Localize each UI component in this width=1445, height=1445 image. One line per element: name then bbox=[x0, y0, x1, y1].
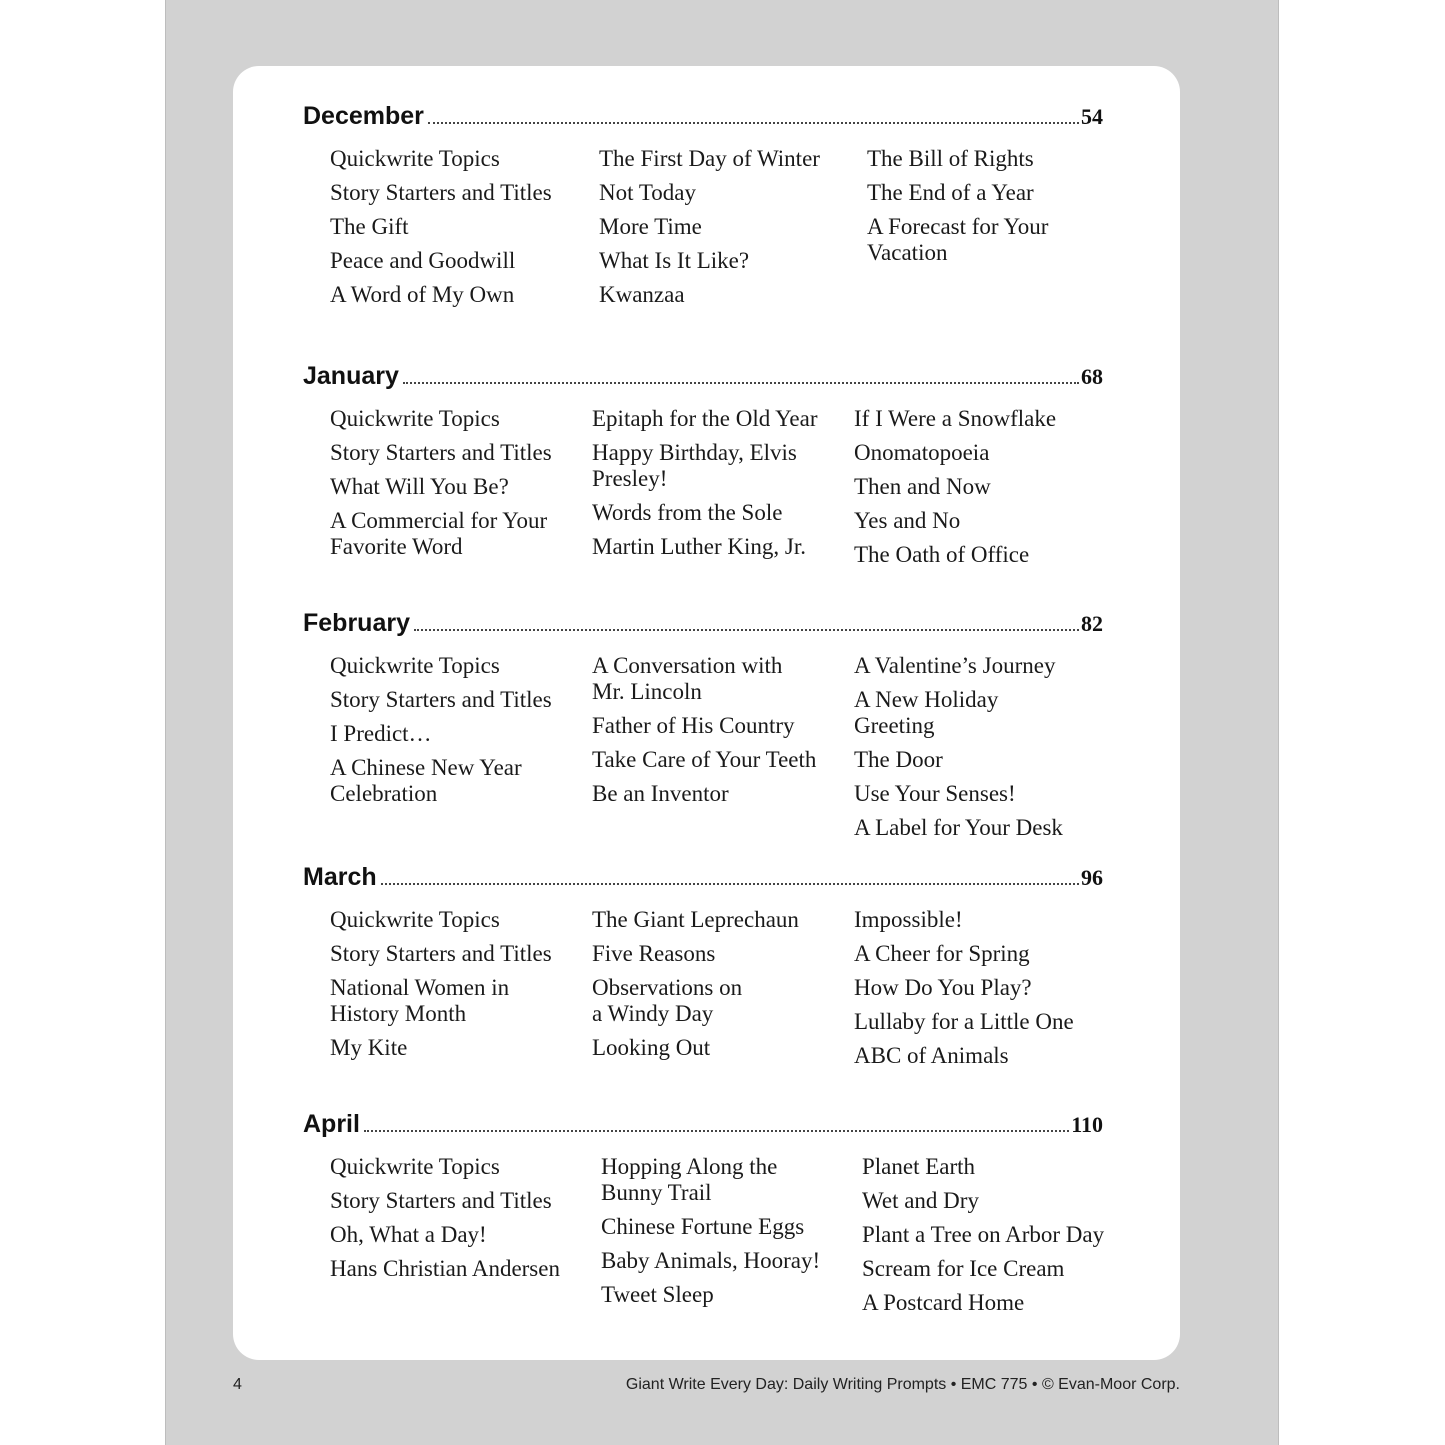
topic-item: A Commercial for Your Favorite Word bbox=[330, 508, 548, 559]
topic-column bbox=[867, 146, 1048, 274]
topic-item: A Chinese New Year Celebration bbox=[330, 755, 522, 806]
topic-item: Then and Now bbox=[854, 474, 991, 499]
topic-column bbox=[862, 1154, 1104, 1324]
toc-section-february bbox=[303, 609, 1103, 840]
toc-section-april bbox=[303, 1110, 1105, 1315]
dot-leader bbox=[364, 1129, 1069, 1132]
topic-item: Wet and Dry bbox=[862, 1188, 979, 1213]
topic-item: Quickwrite Topics bbox=[330, 907, 500, 932]
topic-column bbox=[330, 653, 552, 815]
topic-item: The Gift bbox=[330, 214, 409, 239]
topic-column bbox=[599, 146, 820, 316]
topic-column bbox=[330, 907, 552, 1069]
topic-item: Chinese Fortune Eggs bbox=[601, 1214, 805, 1239]
topic-item: What Will You Be? bbox=[330, 474, 509, 499]
month-title: March bbox=[303, 863, 377, 891]
topic-item: Be an Inventor bbox=[592, 781, 729, 806]
topic-item: The Giant Leprechaun bbox=[592, 907, 799, 932]
topic-item: Hans Christian Andersen bbox=[330, 1256, 560, 1281]
topic-item: Impossible! bbox=[854, 907, 963, 932]
topic-item: Quickwrite Topics bbox=[330, 653, 500, 678]
topic-item: A Conversation with Mr. Lincoln bbox=[592, 653, 783, 704]
topic-item: Yes and No bbox=[854, 508, 961, 533]
topic-column bbox=[601, 1154, 820, 1316]
topic-item: Observations on a Windy Day bbox=[592, 975, 743, 1026]
topic-item: A Forecast for Your Vacation bbox=[867, 214, 1049, 265]
dot-leader bbox=[381, 882, 1079, 885]
topic-item: Kwanzaa bbox=[599, 282, 685, 307]
topic-column bbox=[854, 653, 1063, 849]
section-heading bbox=[303, 102, 1103, 136]
topic-item: Story Starters and Titles bbox=[330, 687, 552, 712]
topic-column bbox=[330, 146, 552, 316]
page-ref: 54 bbox=[1081, 104, 1103, 129]
topic-item: More Time bbox=[599, 214, 702, 239]
topic-column bbox=[592, 907, 799, 1069]
section-heading bbox=[303, 1110, 1103, 1144]
topic-item: The First Day of Winter bbox=[599, 146, 820, 171]
topic-item: A Label for Your Desk bbox=[854, 815, 1063, 840]
topic-column bbox=[854, 406, 1056, 576]
topic-item: National Women in History Month bbox=[330, 975, 510, 1026]
topic-item: A Word of My Own bbox=[330, 282, 515, 307]
topic-item: The Door bbox=[854, 747, 943, 772]
dot-leader bbox=[414, 628, 1079, 631]
toc-section-march bbox=[303, 863, 1103, 1068]
topic-item: Father of His Country bbox=[592, 713, 795, 738]
topic-item: Happy Birthday, Elvis Presley! bbox=[592, 440, 797, 491]
page-ref: 82 bbox=[1081, 611, 1103, 636]
topic-item: A New Holiday Greeting bbox=[854, 687, 999, 738]
topic-item: I Predict… bbox=[330, 721, 432, 746]
month-title: December bbox=[303, 102, 424, 130]
page-ref: 110 bbox=[1071, 1112, 1103, 1137]
topic-item: Baby Animals, Hooray! bbox=[601, 1248, 821, 1273]
topic-item: Scream for Ice Cream bbox=[862, 1256, 1065, 1281]
topic-item: Onomatopoeia bbox=[854, 440, 990, 465]
topic-item: Story Starters and Titles bbox=[330, 180, 552, 205]
topic-item: The Oath of Office bbox=[854, 542, 1030, 567]
topic-item: The Bill of Rights bbox=[867, 146, 1034, 171]
dot-leader bbox=[403, 381, 1079, 384]
topic-item: Quickwrite Topics bbox=[330, 146, 500, 171]
topic-item: Words from the Sole bbox=[592, 500, 783, 525]
topic-item: The End of a Year bbox=[867, 180, 1034, 205]
topic-item: Lullaby for a Little One bbox=[854, 1009, 1074, 1034]
topic-item: A Cheer for Spring bbox=[854, 941, 1030, 966]
topic-item: My Kite bbox=[330, 1035, 408, 1060]
page-ref: 68 bbox=[1081, 364, 1103, 389]
topic-item: A Postcard Home bbox=[862, 1290, 1025, 1315]
topic-item: Story Starters and Titles bbox=[330, 941, 552, 966]
footer-credit: Giant Write Every Day: Daily Writing Prompts • EMC 775 • © Evan-Moor Corp. bbox=[625, 1376, 1180, 1393]
topic-item: Martin Luther King, Jr. bbox=[592, 534, 806, 559]
topic-column bbox=[592, 406, 818, 568]
topic-item: Hopping Along the Bunny Trail bbox=[601, 1154, 778, 1205]
topic-column bbox=[854, 907, 1074, 1077]
page-number: 4 bbox=[233, 1376, 242, 1393]
section-heading bbox=[303, 609, 1103, 643]
month-title: February bbox=[303, 609, 410, 637]
topic-column bbox=[330, 406, 552, 568]
topic-item: Not Today bbox=[599, 180, 696, 205]
topic-column bbox=[330, 1154, 560, 1290]
topic-column bbox=[592, 653, 816, 815]
topic-item: Use Your Senses! bbox=[854, 781, 1016, 806]
topic-item: Quickwrite Topics bbox=[330, 406, 500, 431]
topic-item: Oh, What a Day! bbox=[330, 1222, 487, 1247]
contents-card bbox=[233, 66, 1180, 1360]
section-heading bbox=[303, 863, 1103, 897]
topic-item: Epitaph for the Old Year bbox=[592, 406, 818, 431]
topic-item: Planet Earth bbox=[862, 1154, 976, 1179]
topic-item: Take Care of Your Teeth bbox=[592, 747, 817, 772]
month-title: April bbox=[303, 1110, 360, 1138]
topic-item: Tweet Sleep bbox=[601, 1282, 714, 1307]
dot-leader bbox=[428, 121, 1079, 124]
topic-item: What Is It Like? bbox=[599, 248, 750, 273]
topic-item: Story Starters and Titles bbox=[330, 440, 552, 465]
page-ref: 96 bbox=[1081, 865, 1103, 890]
topic-item: Peace and Goodwill bbox=[330, 248, 516, 273]
page bbox=[165, 0, 1279, 1445]
topic-item: Looking Out bbox=[592, 1035, 711, 1060]
toc-section-january bbox=[303, 362, 1103, 567]
topic-item: If I Were a Snowflake bbox=[854, 406, 1057, 431]
toc-section-december bbox=[303, 102, 1103, 307]
topic-item: ABC of Animals bbox=[854, 1043, 1009, 1068]
topic-item: Five Reasons bbox=[592, 941, 716, 966]
topic-item: Plant a Tree on Arbor Day bbox=[862, 1222, 1105, 1247]
topic-item: Quickwrite Topics bbox=[330, 1154, 500, 1179]
topic-item: A Valentine’s Journey bbox=[854, 653, 1056, 678]
month-title: January bbox=[303, 362, 399, 390]
topic-item: How Do You Play? bbox=[854, 975, 1032, 1000]
section-heading bbox=[303, 362, 1103, 396]
page-footer bbox=[166, 1376, 1280, 1396]
topic-item: Story Starters and Titles bbox=[330, 1188, 552, 1213]
